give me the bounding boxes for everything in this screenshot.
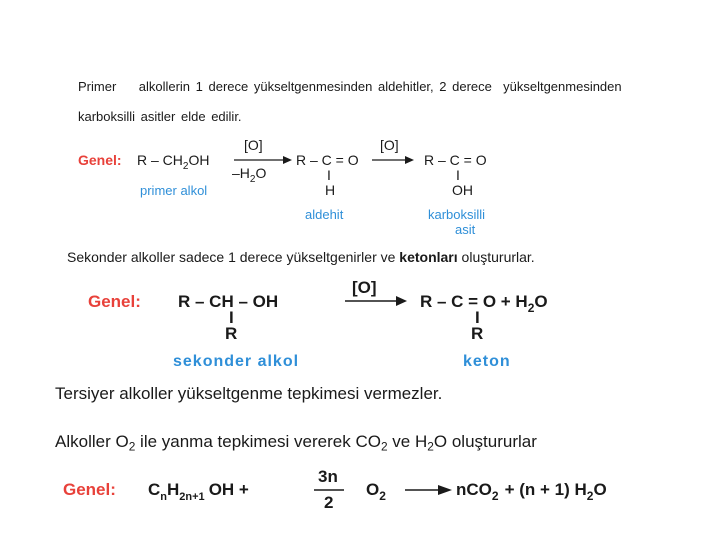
reaction1-acid-oh: OH	[452, 182, 473, 198]
text-secondary-alcohols: Sekonder alkoller sadece 1 derece yükseltgenirler ve	[67, 249, 396, 265]
paragraph-tertiary: Tersiyer alkoller yükseltgenme tepkimesi vermezler.	[55, 384, 443, 403]
reaction3-alcohol: $C_nH_{2n+1}$ OH +	[148, 480, 249, 503]
text-carboxylic-acids: karboksilli asitler	[78, 109, 176, 124]
reaction-combustion	[0, 468, 720, 518]
text-oxidation-2: yükseltgenmesinden	[503, 79, 622, 94]
paragraph-primary-line1	[78, 79, 622, 94]
paragraph-primary-line2	[78, 109, 242, 124]
reaction1-acid-bond: I	[456, 167, 460, 183]
reaction2-product: $R - C = O + H_2O$	[420, 292, 548, 315]
reaction2-reactant-bond: I	[229, 308, 234, 327]
reaction1-acid: R – C = O	[424, 152, 487, 168]
text-degree-2: 2 derece	[439, 79, 492, 94]
label-aldehyde: aldehit	[305, 207, 344, 222]
reaction1-aldehyde-h: H	[325, 182, 336, 198]
reaction2-arrow-top: [O]	[352, 278, 377, 297]
label-acid: asit	[455, 222, 476, 237]
reaction2-reactant-r: R	[225, 324, 238, 343]
reaction1-aldehyde-bond: I	[327, 167, 331, 183]
reaction1-arrow2-top: [O]	[380, 137, 399, 153]
reaction2-reactant: R – CH – OH	[178, 292, 279, 311]
paragraph-secondary	[67, 249, 535, 265]
reaction2-title: Genel:	[88, 292, 141, 311]
reaction2-product-r: R	[471, 324, 484, 343]
label-carboxylic: karboksilli	[428, 207, 486, 222]
reaction1-reactant: R – $CH_2OH$	[137, 152, 210, 172]
reaction1-aldehyde: R – C = O	[296, 152, 359, 168]
text-obtained: elde edilir.	[181, 109, 242, 124]
reaction-secondary-oxidation	[0, 275, 720, 375]
reaction1-arrow1-bottom: $-H_2O$	[232, 165, 267, 185]
label-ketone: keton	[463, 353, 511, 370]
reaction3-arrow-head	[438, 485, 452, 495]
reaction1-title: Genel:	[78, 152, 122, 168]
reaction2-arrow-head	[396, 296, 407, 306]
reaction3-oxygen: $O_2$	[366, 480, 386, 503]
reaction2-product-bond: I	[475, 308, 480, 327]
text-oxidation-1: alkollerin 1 derece yükseltgenmesinden	[138, 79, 373, 94]
label-secondary-alcohol: sekonder alkol	[173, 353, 300, 370]
text-form: oluştururlar.	[461, 249, 535, 265]
paragraph-combustion: Alkoller $O_2$ ile yanma tepkimesi vererek $CO_2$ ve $H_2O$ oluştururlar	[55, 432, 537, 454]
reaction1-arrow1-top: [O]	[244, 137, 263, 153]
reaction1-arrow1-head	[283, 156, 292, 164]
reaction1-arrow2-head	[405, 156, 414, 164]
reaction3-title: Genel:	[63, 480, 116, 499]
reaction3-products: nCO$_2$ + (n + 1) $H_2O$	[456, 480, 607, 503]
reaction3-frac-num: 3n	[318, 467, 338, 486]
reaction3-frac-den: 2	[324, 493, 334, 512]
reaction-primary-oxidation	[0, 130, 720, 240]
label-primary-alcohol: primer alkol	[140, 183, 208, 198]
text-ketones: ketonları	[399, 249, 458, 265]
text-primer: Primer	[78, 79, 117, 94]
text-aldehydes: aldehitler,	[378, 79, 434, 94]
